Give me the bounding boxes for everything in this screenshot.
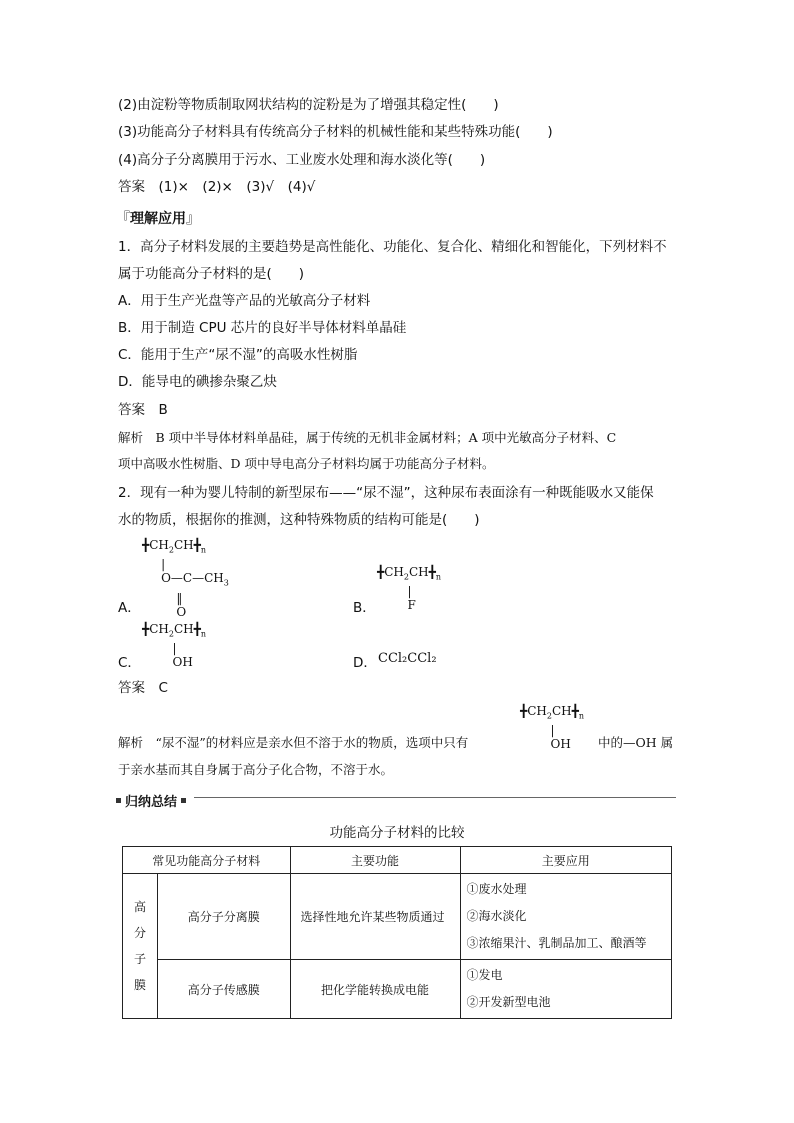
structure-c-formula: $╋CH_2CH╋_n$ | OH [142,622,206,670]
group-label-cell [123,874,158,1019]
section-title: 理解应用 [130,211,186,227]
q2-stem-line1: 2．现有一种为婴儿特制的新型尿布——“尿不湿”，这种尿布表面涂有一种既能吸水又能保 [118,485,654,501]
q2-option-a-label: A． [118,600,141,616]
material-applications [460,960,671,1019]
structure-a-formula: $╋CH_2CH╋_n$ | $O—C—CH_3$ ‖ O [142,538,229,619]
true-false-answer: 答案 (1)× (2)× (3)√ (4)√ [118,179,316,195]
section-bracket-close: 』 [186,211,200,227]
application-item: ②开发新型电池 [466,995,551,1009]
material-name: 高分子传感膜 [158,960,291,1019]
summary-title: 归纳总结 [125,795,178,810]
group-label: 高分子膜 [133,900,146,992]
square-bullet-icon [181,798,186,803]
q1-stem-line1: 1．高分子材料发展的主要趋势是高性能化、功能化、复合化、精细化和智能化，下列材料不 [118,239,667,255]
q2-option-b-label: B． [353,600,376,616]
q1-option-a: A．用于生产光盘等产品的光敏高分子材料 [118,293,371,309]
application-item: ③浓缩果汁、乳制品加工、酿酒等 [466,936,647,950]
statement-3: (3)功能高分子材料具有传统高分子材料的机械性能和某些特殊功能( ) [118,124,553,140]
q2-stem-line2: 水的物质，根据你的推测，这种特殊物质的结构可能是( ) [118,512,480,528]
q1-option-d: D．能导电的碘掺杂聚乙炔 [118,374,277,390]
q1-option-b: B．用于制造 CPU 芯片的良好半导体材料单晶硅 [118,320,407,336]
material-function: 把化学能转换成电能 [290,960,460,1019]
square-bullet-icon [116,798,121,803]
header-function: 主要功能 [290,847,460,874]
application-item: ①废水处理 [466,882,527,896]
q2-option-c-label: C． [118,655,141,671]
table-caption: 功能高分子材料的比较 [329,825,465,841]
comparison-table [122,846,672,1019]
q2-option-d-label: D． [353,655,377,671]
q2-explanation-line1-prefix: 解析 “尿不湿”的材料应是亲水但不溶于水的物质，选项中只有 [118,735,469,750]
q2-answer: 答案 C [118,680,168,696]
application-item: ①发电 [466,968,503,982]
q2-explanation-line2: 于亲水基而其自身属于高分子化合物，不溶于水。 [118,762,394,777]
statement-4: (4)高分子分离膜用于污水、工业废水处理和海水淡化等( ) [118,152,486,168]
table-row [123,874,672,960]
q1-stem-line2: 属于功能高分子材料的是( ) [118,266,305,282]
material-applications [460,874,671,960]
q1-option-c: C．能用于生产“尿不湿”的高吸水性树脂 [118,347,358,363]
q1-explanation-line1: 解析 B 项中半导体材料单晶硅，属于传统的无机非金属材料；A 项中光敏高分子材料、C [118,430,617,445]
section-bracket-open: 『 [116,211,130,227]
application-item: ②海水淡化 [466,909,527,923]
material-name: 高分子分离膜 [158,874,291,960]
q2-option-d-formula: CCl₂CCl₂ [378,651,437,666]
explanation-structure-formula: $╋CH_2CH╋_n$ | OH [520,704,584,752]
section-heading [116,208,200,228]
material-function: 选择性地允许某些物质通过 [290,874,460,960]
table-header-row [123,847,672,874]
header-material: 常见功能高分子材料 [123,847,291,874]
q1-answer: 答案 B [118,402,168,418]
table-row [123,960,672,1019]
q1-explanation-line2: 项中高吸水性树脂、D 项中导电高分子材料均属于功能高分子材料。 [118,456,495,471]
q2-explanation-line1-suffix: 中的—OH 属 [598,735,674,750]
structure-b-formula: $╋CH_2CH╋_n$ | F [377,565,441,613]
statement-2: (2)由淀粉等物质制取网状结构的淀粉是为了增强其稳定性( ) [118,97,499,113]
summary-divider [194,797,676,798]
header-application: 主要应用 [460,847,671,874]
summary-header [116,790,676,810]
